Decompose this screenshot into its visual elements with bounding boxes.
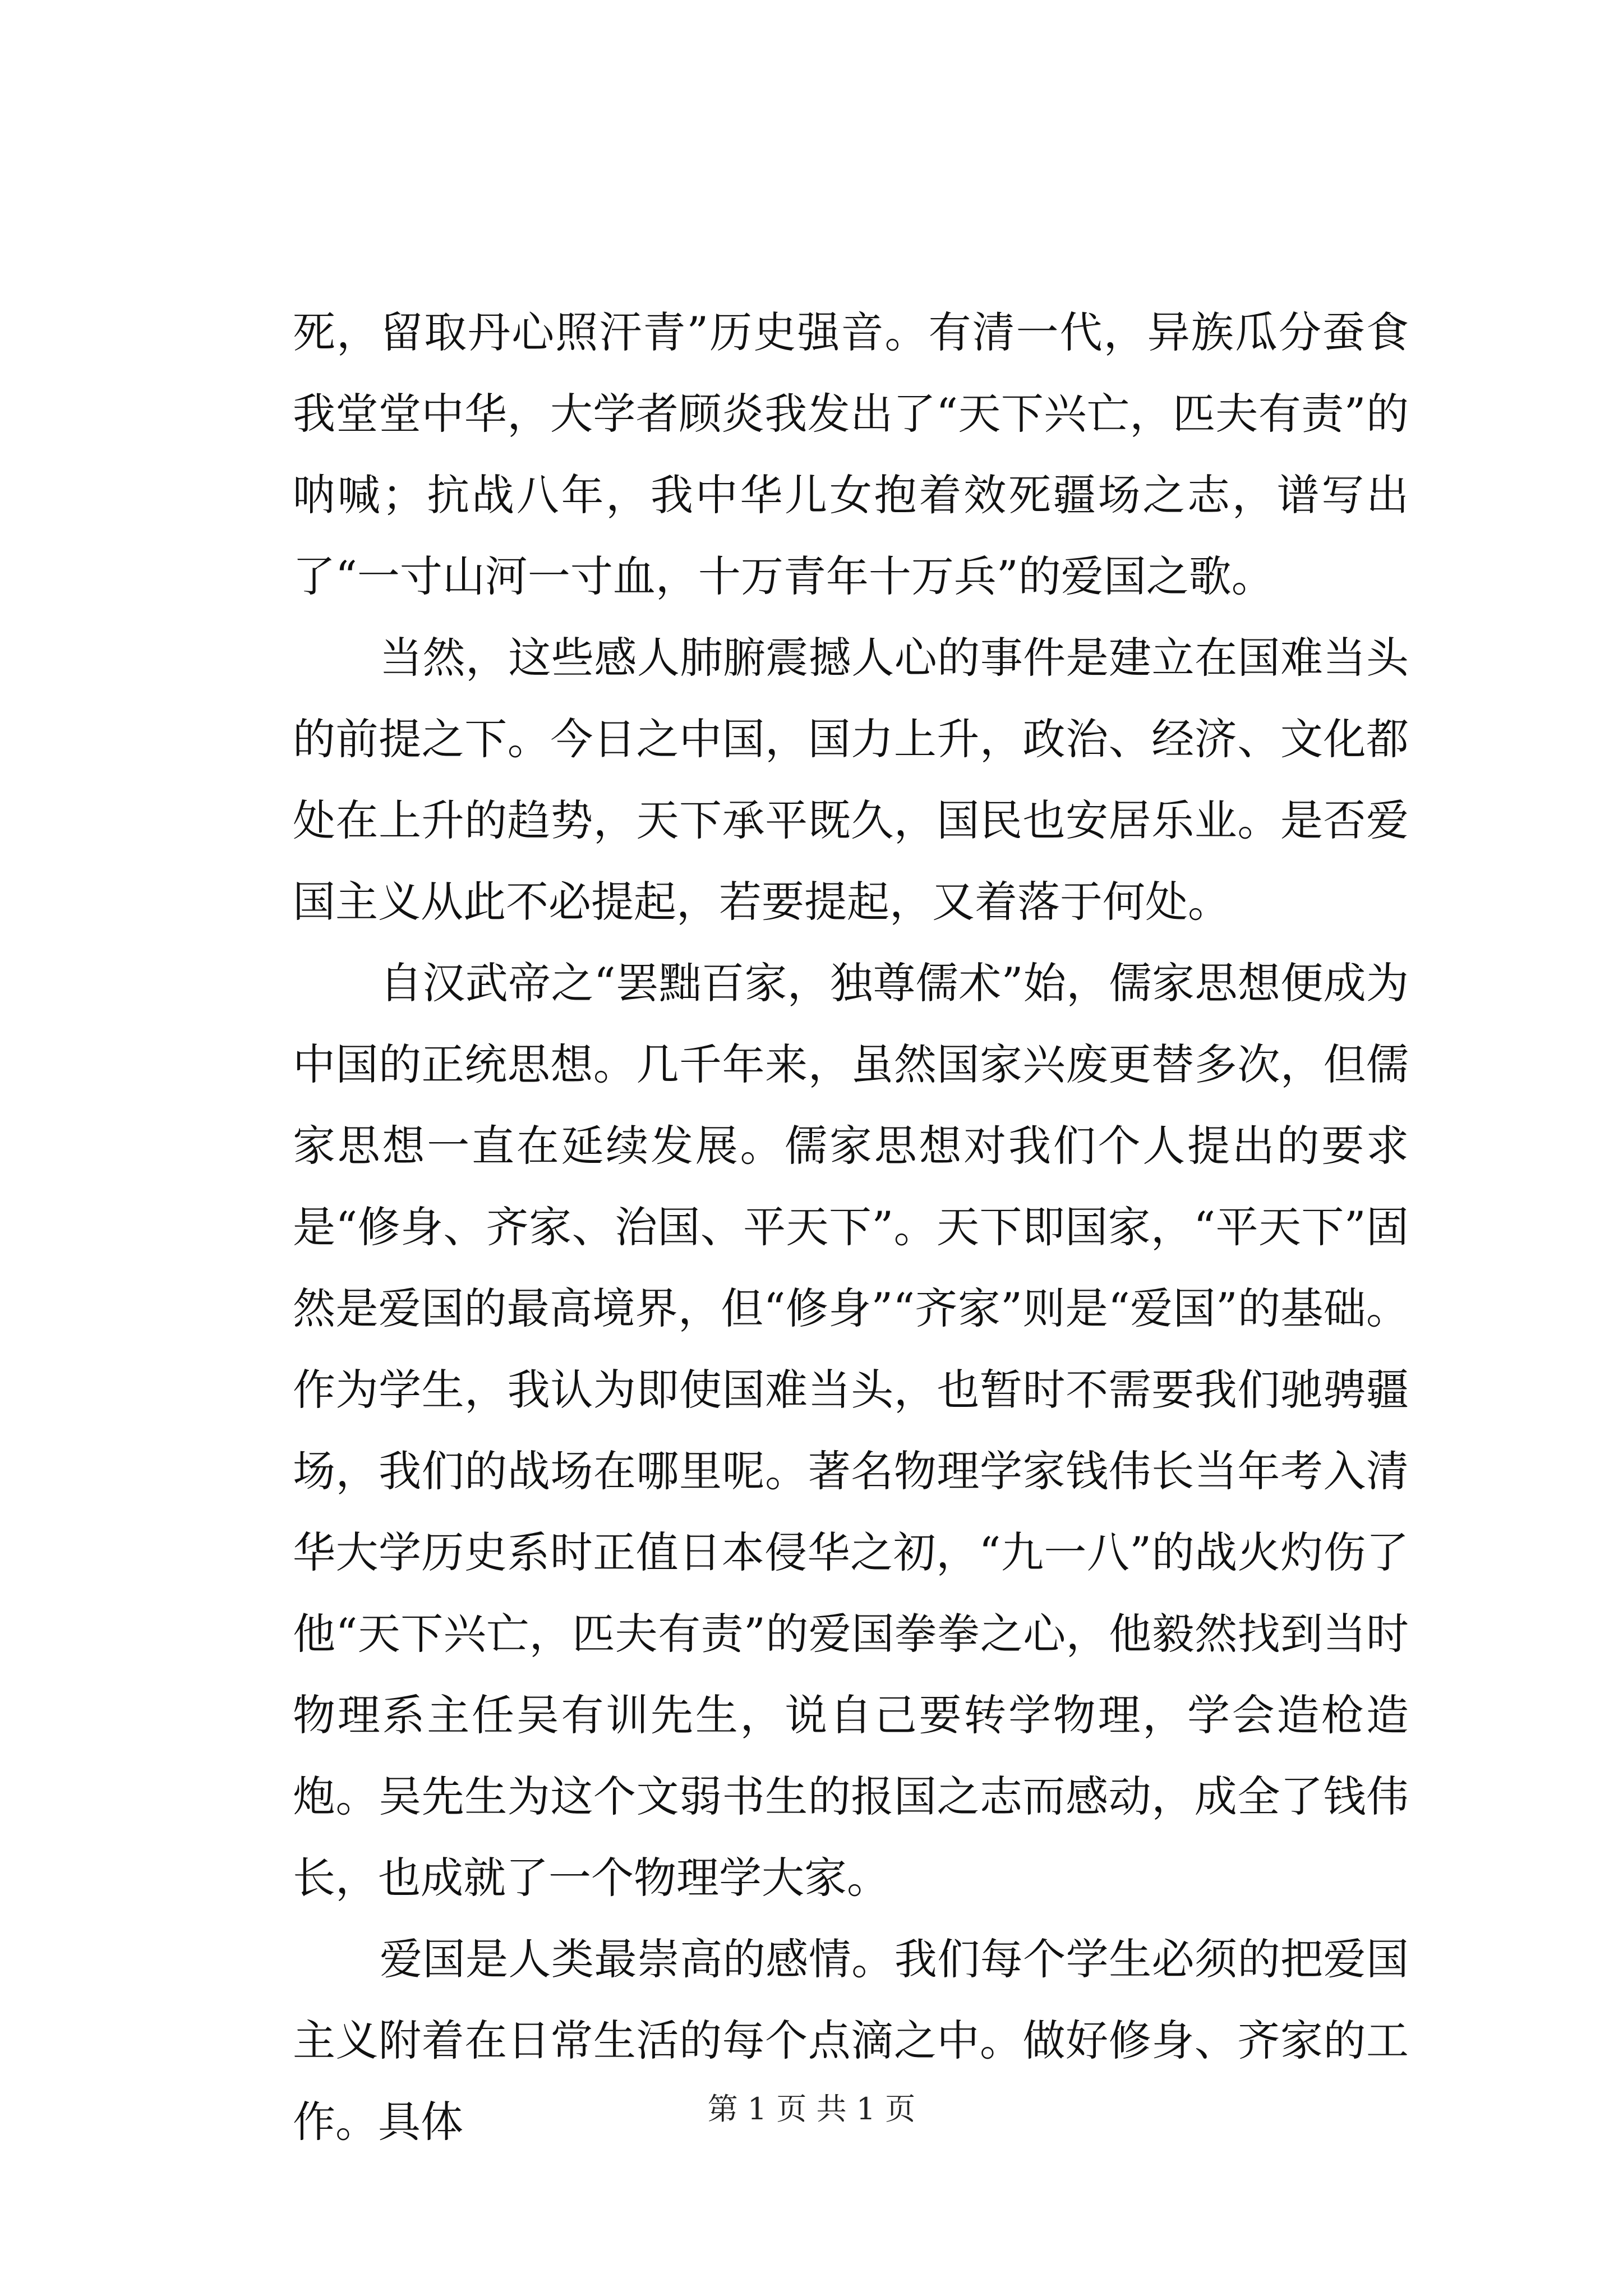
document-body xyxy=(293,292,1409,2162)
page-footer xyxy=(0,2090,1623,2129)
paragraph-1: 死，留取丹心照汗青”历史强音。有清一代，异族瓜分蚕食我堂堂中华，大学者顾炎我发出了“天下兴亡，匹夫有责”的呐喊；抗战八年，我中华儿女抱着效死疆场之志，谱写出了“一寸山河一寸血，十万青年十万兵”的爱国之歌。 xyxy=(293,307,1409,601)
paragraph-4: 爱国是人类最崇高的感情。我们每个学生必须的把爱国主义附着在日常生活的每个点滴之中。做好修身、齐家的工作。具体 xyxy=(293,1934,1409,2147)
page-number-label: 第 1 页 共 1 页 xyxy=(707,2091,916,2127)
paragraph-3: 自汉武帝之“罢黜百家，独尊儒术”始，儒家思想便成为中国的正统思想。几千年来，虽然国家兴废更替多次，但儒家思想一直在延续发展。儒家思想对我们个人提出的要求是“修身、齐家、治国、平天下”。天下即国家，“平天下”固然是爱国的最高境界，但“修身”“齐家”则是“爱国”的基础。作为学生，我认为即使国难当头，也暂时不需要我们驰骋疆场，我们的战场在哪里呢。著名物理学家钱伟长当年考入清华大学历史系时正值日本侵华之初，“九一八”的战火灼伤了他“天下兴亡，匹夫有责”的爱国拳拳之心，他毅然找到当时物理系主任吴有训先生，说自己要转学物理，学会造枪造炮。吴先生为这个文弱书生的报国之志而感动，成全了钱伟长，也成就了一个物理学大家。 xyxy=(293,958,1409,1903)
paragraph-2: 当然，这些感人肺腑震撼人心的事件是建立在国难当头的前提之下。今日之中国，国力上升，政治、经济、文化都处在上升的趋势，天下承平既久，国民也安居乐业。是否爱国主义从此不必提起，若要提起，又着落于何处。 xyxy=(293,633,1409,927)
